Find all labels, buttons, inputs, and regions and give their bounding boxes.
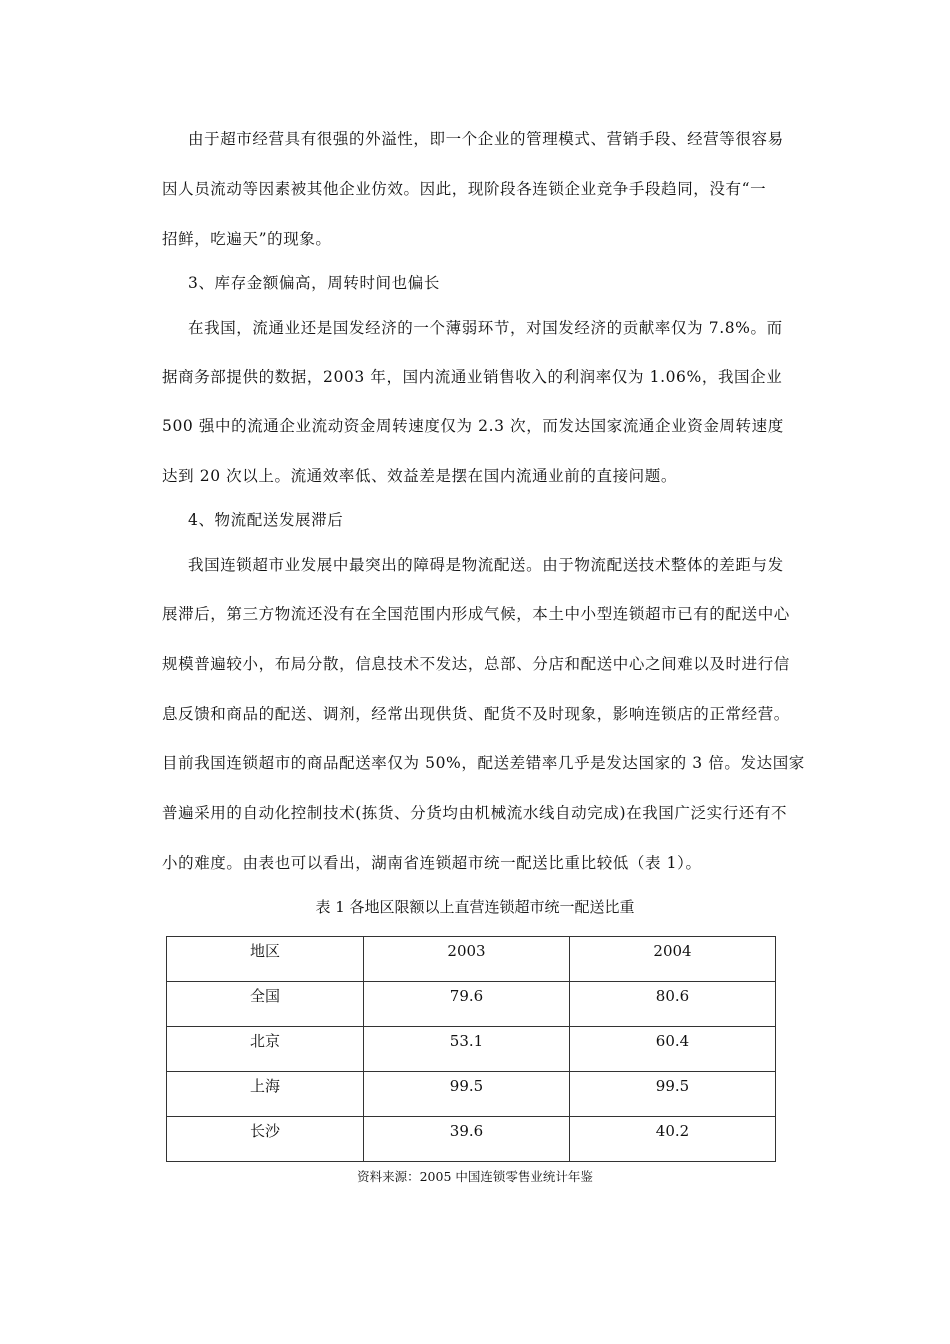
table-header-cell: 地区 — [167, 937, 364, 982]
paragraph-3-line-2: 展滞后，第三方物流还没有在全国范围内形成气候，本土中小型连锁超市已有的配送中心 — [162, 605, 790, 623]
table-cell-2003: 53.1 — [364, 1027, 570, 1072]
paragraph-2-line-4: 达到 20 次以上。流通效率低、效益差是摆在国内流通业前的直接问题。 — [162, 467, 677, 485]
table-source-note: 资料来源：2005 中国连锁零售业统计年鉴 — [357, 1169, 593, 1184]
paragraph-2-line-3: 500 强中的流通企业流动资金周转速度仅为 2.3 次，而发达国家流通企业资金周转速度 — [162, 417, 784, 435]
paragraph-3-line-5: 目前我国连锁超市的商品配送率仅为 50%，配送差错率几乎是发达国家的 3 倍。发达国家 — [162, 754, 805, 772]
paragraph-1-line-1: 由于超市经营具有很强的外溢性，即一个企业的管理模式、营销手段、经营等很容易 — [188, 130, 784, 148]
table-cell-region: 上海 — [167, 1072, 364, 1117]
paragraph-3-line-3: 规模普遍较小，布局分散，信息技术不发达，总部、分店和配送中心之间难以及时进行信 — [162, 655, 790, 673]
table-row — [167, 1072, 776, 1117]
paragraph-1-line-3: 招鲜，吃遍天”的现象。 — [162, 230, 332, 248]
paragraph-3-line-6: 普遍采用的自动化控制技术(拣货、分货均由机械流水线自动完成)在我国广泛实行还有不 — [162, 804, 788, 822]
paragraph-3-line-4: 息反馈和商品的配送、调剂，经常出现供货、配货不及时现象，影响连锁店的正常经营。 — [162, 705, 790, 723]
table-cell-2004: 40.2 — [570, 1117, 776, 1162]
table-cell-region: 北京 — [167, 1027, 364, 1072]
distribution-ratio-table — [166, 936, 776, 1162]
paragraph-3-line-7: 小的难度。由表也可以看出，湖南省连锁超市统一配送比重比较低（表 1）。 — [162, 854, 702, 872]
table-cell-2003: 99.5 — [364, 1072, 570, 1117]
paragraph-1-line-2: 因人员流动等因素被其他企业仿效。因此，现阶段各连锁企业竞争手段趋同，没有“一 — [162, 180, 767, 198]
table-row — [167, 1027, 776, 1072]
paragraph-2-line-1: 在我国，流通业还是国发经济的一个薄弱环节，对国发经济的贡献率仅为 7.8%。而 — [188, 319, 783, 337]
table-header-row — [167, 937, 776, 982]
table-cell-region: 全国 — [167, 982, 364, 1027]
table-cell-2004: 80.6 — [570, 982, 776, 1027]
section-heading-4: 4、物流配送发展滞后 — [188, 511, 344, 529]
table-header-cell: 2003 — [364, 937, 570, 982]
section-heading-3: 3、库存金额偏高，周转时间也偏长 — [188, 274, 440, 292]
table-header-cell: 2004 — [570, 937, 776, 982]
table-cell-2003: 39.6 — [364, 1117, 570, 1162]
table-caption: 表 1 各地区限额以上直营连锁超市统一配送比重 — [315, 898, 635, 916]
paragraph-3-line-1: 我国连锁超市业发展中最突出的障碍是物流配送。由于物流配送技术整体的差距与发 — [188, 556, 784, 574]
table-cell-2004: 99.5 — [570, 1072, 776, 1117]
table-row — [167, 1117, 776, 1162]
table-cell-2003: 79.6 — [364, 982, 570, 1027]
table-cell-2004: 60.4 — [570, 1027, 776, 1072]
paragraph-2-line-2: 据商务部提供的数据，2003 年，国内流通业销售收入的利润率仅为 1.06%，我国企业 — [162, 368, 783, 386]
table-cell-region: 长沙 — [167, 1117, 364, 1162]
table-row — [167, 982, 776, 1027]
